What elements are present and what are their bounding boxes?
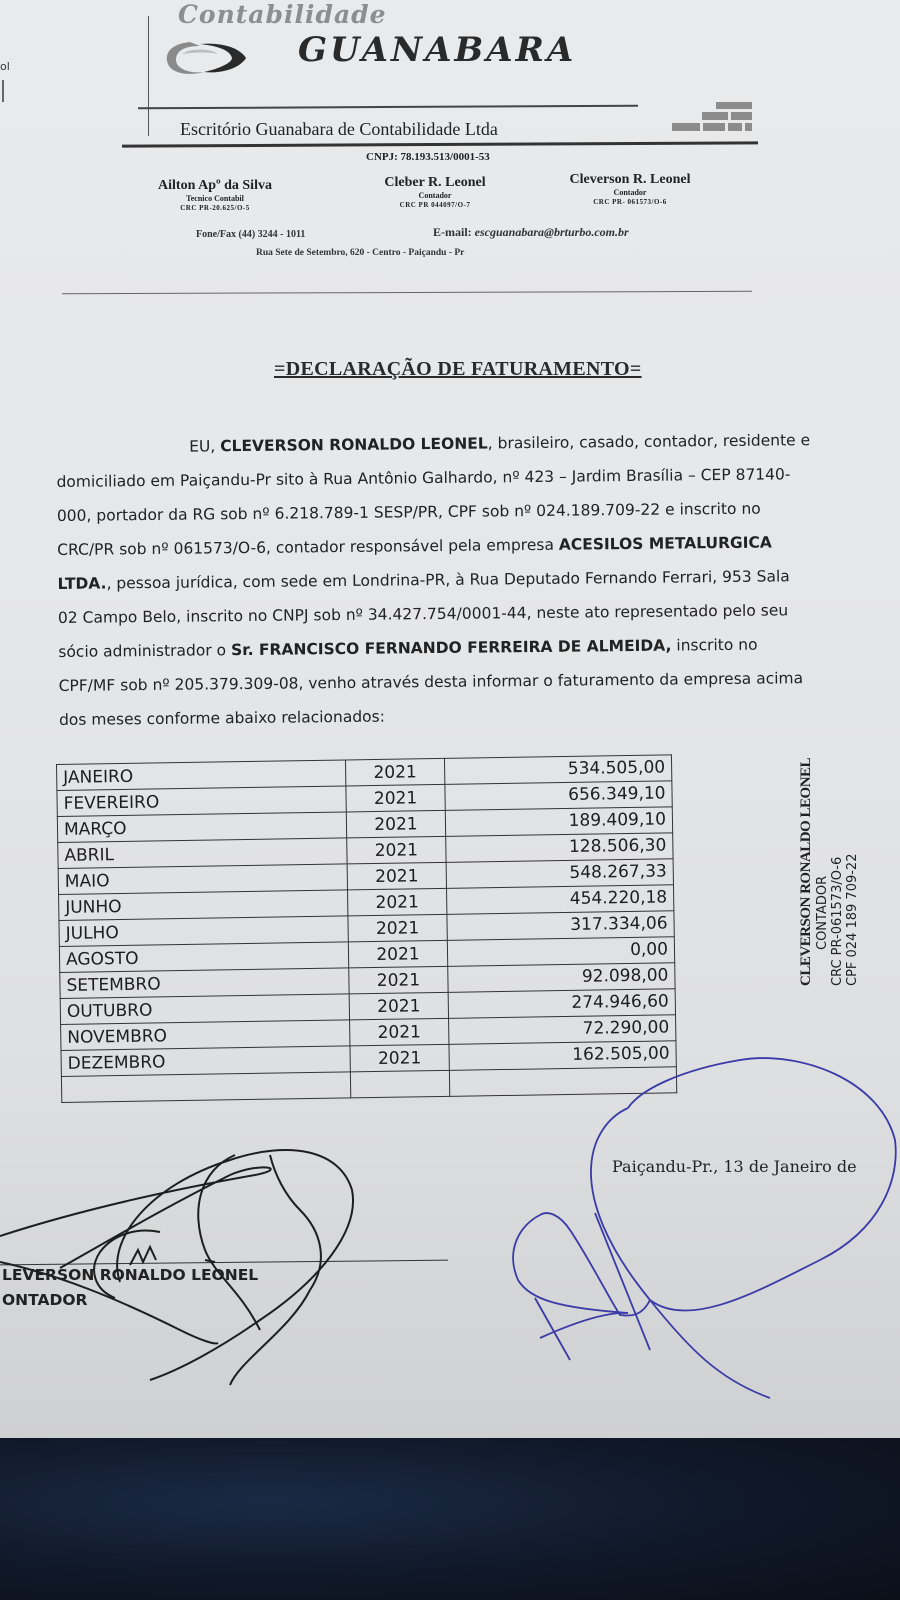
accountant-stamp — [798, 757, 898, 986]
text-run: , pessoa jurídica, com sede em Londrina-PR, à Rua Deputado Fernando Ferrari, 953 Sala — [106, 567, 790, 593]
staff-member — [150, 178, 280, 213]
date-place: Paiçandu-Pr., 13 de Janeiro de — [612, 1157, 857, 1176]
office-address: Rua Sete de Setembro, 620 - Centro - Paiçandu - Pr — [256, 248, 465, 258]
document-title: =DECLARAÇÃO DE FATURAMENTO= — [274, 358, 642, 380]
month-cell: ABRIL — [58, 838, 347, 869]
paragraph-line: domiciliado em Paiçandu-Pr sito à Rua Antônio Galhardo, nº 423 – Jardim Brasília – CEP 87140- — [56, 465, 791, 491]
brand-main-text: GUANABARA — [298, 30, 577, 70]
staff-name: Cleverson R. Leonel — [569, 172, 691, 187]
letterhead-divider-vertical — [148, 16, 149, 136]
year-cell — [350, 1070, 449, 1098]
left-edge-fragment: ol — [0, 60, 10, 73]
declaration-paragraph — [56, 422, 900, 737]
year-cell: 2021 — [350, 1044, 449, 1072]
text-run: sócio administrador o — [58, 641, 232, 661]
staff-name: Ailton Apº da Silva — [158, 178, 272, 193]
background-fabric — [0, 1438, 900, 1600]
year-cell: 2021 — [347, 836, 446, 864]
brand-top-text: Contabilidade — [178, 0, 387, 29]
paragraph-line: 000, portador da RG sob nº 6.218.789-1 SESP/PR, CPF sob nº 024.189.709-22 e inscrito no — [56, 499, 761, 525]
office-cnpj: CNPJ: 78.193.513/0001-53 — [366, 151, 490, 163]
month-cell: MAIO — [58, 864, 347, 895]
letterhead-rule-upper — [138, 105, 638, 110]
staff-role: Tecnico Contabil — [186, 194, 244, 203]
month-cell — [61, 1072, 350, 1103]
revenue-cell: 92.098,00 — [448, 963, 675, 993]
revenue-cell: 72.290,00 — [449, 1015, 676, 1045]
revenue-cell — [449, 1067, 676, 1097]
revenue-cell: 656.349,10 — [445, 781, 672, 811]
revenue-cell: 274.946,60 — [448, 989, 675, 1019]
company-name: ACESILOS METALURGICA — [558, 533, 772, 554]
year-cell: 2021 — [346, 784, 445, 812]
year-cell: 2021 — [349, 992, 448, 1020]
revenue-cell: 534.505,00 — [444, 755, 671, 785]
staff-member — [370, 175, 500, 210]
letterhead-rule-bottom — [62, 291, 752, 294]
signatory-name: LEVERSON RONALDO LEONEL — [2, 1266, 259, 1284]
staff-crc: CRC PR-20.625/O-5 — [180, 204, 250, 212]
blue-signature — [513, 1058, 896, 1398]
year-cell: 2021 — [348, 888, 447, 916]
stamp-role: CONTADOR — [815, 875, 830, 950]
revenue-cell: 454.220,18 — [447, 885, 674, 915]
partner-name: Sr. FRANCISCO FERNANDO FERREIRA DE ALMEIDA, — [230, 636, 672, 660]
staff-name: Cleber R. Leonel — [384, 175, 486, 190]
month-cell: MARÇO — [57, 812, 346, 843]
staff-crc: CRC PR- 061573/O-6 — [593, 198, 667, 206]
year-cell: 2021 — [349, 966, 448, 994]
year-cell: 2021 — [348, 940, 447, 968]
office-name: Escritório Guanabara de Contabilidade Ltda — [180, 119, 498, 139]
text-run: EU, — [189, 437, 221, 456]
revenue-cell: 0,00 — [447, 937, 674, 967]
year-cell: 2021 — [347, 862, 446, 890]
year-cell: 2021 — [346, 810, 445, 838]
signatory-role: ONTADOR — [2, 1291, 88, 1309]
staff-role: Contador — [613, 188, 647, 197]
month-cell: OUTUBRO — [60, 994, 349, 1025]
month-cell: JUNHO — [59, 890, 348, 921]
signature-line — [0, 1260, 448, 1266]
office-email-line — [433, 225, 629, 240]
month-cell: SETEMBRO — [60, 968, 349, 999]
text-run: inscrito no — [671, 635, 758, 655]
month-cell: JULHO — [59, 916, 348, 947]
stamp-cpf: CPF 024 189 709-22 — [845, 853, 860, 986]
revenue-cell: 548.267,33 — [446, 859, 673, 889]
staff-crc: CRC PR 044097/O-7 — [399, 201, 471, 209]
bricks-icon — [672, 102, 756, 134]
month-cell: DEZEMBRO — [61, 1046, 350, 1077]
left-edge-mark — [2, 80, 4, 102]
paragraph-line: 02 Campo Belo, inscrito no CNPJ sob nº 34.427.754/0001-44, neste ato representado pelo seu — [57, 601, 789, 627]
revenue-cell: 162.505,00 — [449, 1041, 676, 1071]
year-cell: 2021 — [348, 914, 447, 942]
month-cell: NOVEMBRO — [61, 1020, 350, 1051]
stamp-crc: CRC PR-061573/O-6 — [830, 856, 845, 986]
stamp-name: CLEVERSON RONALDO LEONEL — [798, 757, 814, 986]
revenue-cell: 189.409,10 — [445, 807, 672, 837]
text-run: , brasileiro, casado, contador, residente e — [487, 431, 811, 453]
letterhead-rule-lower — [122, 141, 758, 147]
text-run: CRC/PR sob nº 061573/O-6, contador responsável pela empresa — [57, 535, 559, 559]
year-cell: 2021 — [345, 758, 444, 786]
staff-role: Contador — [418, 191, 452, 200]
staff-member — [555, 172, 705, 207]
revenue-cell: 128.506,30 — [446, 833, 673, 863]
swoosh-logo-icon — [160, 38, 260, 78]
month-cell: AGOSTO — [59, 942, 348, 973]
revenue-table — [56, 754, 677, 1103]
email-label: E-mail: — [433, 225, 475, 239]
company-name-suffix: LTDA. — [57, 574, 107, 593]
paragraph-line: CPF/MF sob nº 205.379.309-08, venho através desta informar o faturamento da empresa acima — [58, 669, 804, 695]
year-cell: 2021 — [350, 1018, 449, 1046]
month-cell: JANEIRO — [57, 760, 346, 791]
paragraph-line: dos meses conforme abaixo relacionados: — [58, 707, 385, 729]
office-phone: Fone/Fax (44) 3244 - 1011 — [196, 229, 306, 240]
month-cell: FEVEREIRO — [57, 786, 346, 817]
revenue-cell: 317.334,06 — [447, 911, 674, 941]
office-email: escguanabara@brturbo.com.br — [474, 225, 629, 239]
declarant-name: CLEVERSON RONALDO LEONEL — [220, 434, 488, 456]
